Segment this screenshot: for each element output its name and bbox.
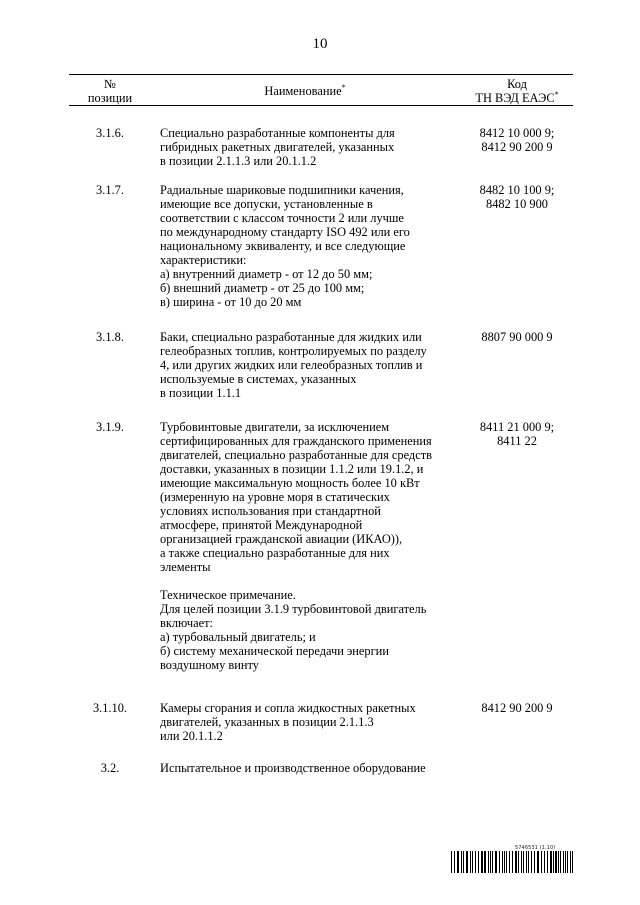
row-code: 8807 90 000 9 <box>481 330 553 344</box>
row-name: Турбовинтовые двигатели, за исключением сертифицированных для гражданского применения двигателей, специально разработанные для средств доставки, указанных в позиции 1.1.2 или 19.1.2, и имеющие максимальную мощность более 10 кВт (измеренную на уровне моря в статических условиях использования при стандартной атмосфере, принятой Международной организацией гражданской авиации (ИКАО)), а также специально разработанные для них элементы Техническое примечание. Для целей позиции 3.1.9 турбовинтовой двигатель включает: а) турбовальный двигатель; и б) систему механической передачи энергии воздушному винту <box>160 420 450 672</box>
row-name: Радиальные шариковые подшипники качения, имеющие все допуски, установленные в соответствии с классом точности 2 или лучше по международному стандарту ISO 492 или его национальному эквиваленту, и все следующие характеристики: а) внутренний диаметр - от 12 до 50 мм; б) внешний диаметр - от 25 до 100 мм; в) ширина - от 10 до 20 мм <box>160 183 410 309</box>
row-code: 8412 10 000 9; 8412 90 200 9 <box>479 126 555 154</box>
row-number: 3.1.8. <box>96 330 124 344</box>
header-col-code: Код ТН ВЭД ЕАЭС* <box>475 77 559 105</box>
row-name: Баки, специально разработанные для жидких или гелеобразных топлив, контролируемых по разделу 4, или других жидких или гелеобразных топлив и используемые в системах, указанных в позиции 1.1.1 <box>160 330 427 400</box>
technical-note: Техническое примечание. Для целей позиции 3.1.9 турбовинтовой двигатель включает: а) турбовальный двигатель; и б) систему механической передачи энергии воздушному винту <box>160 588 427 672</box>
row-name: Испытательное и производственное оборудование <box>160 761 426 775</box>
header-top-rule <box>69 74 573 75</box>
row-name: Камеры сгорания и сопла жидкостных ракетных двигателей, указанных в позиции 2.1.1.3 или 20.1.1.2 <box>160 701 416 743</box>
header-col-name: Наименование* <box>264 82 346 98</box>
row-code: 8411 21 000 9; 8411 22 <box>479 420 555 448</box>
row-code: 8412 90 200 9 <box>481 701 553 715</box>
row-number: 3.1.7. <box>96 183 124 197</box>
page-number: 10 <box>312 36 328 52</box>
row-number: 3.1.6. <box>96 126 124 140</box>
header-col-number: № позиции <box>87 77 133 105</box>
barcode-icon <box>450 851 576 873</box>
document-id: 5746531 (1.10) <box>515 845 556 851</box>
row-number: 3.1.10. <box>92 701 128 715</box>
row-number: 3.2. <box>100 761 120 775</box>
row-code: 8482 10 100 9; 8482 10 900 <box>479 183 555 211</box>
row-number: 3.1.9. <box>96 420 124 434</box>
header-bottom-rule <box>69 105 573 106</box>
row-name: Специально разработанные компоненты для гибридных ракетных двигателей, указанных в позиции 2.1.1.3 или 20.1.1.2 <box>160 126 395 168</box>
